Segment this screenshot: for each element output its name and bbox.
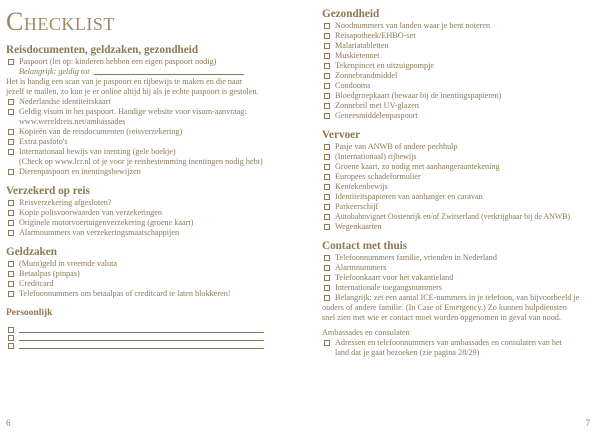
checkbox[interactable] <box>324 93 330 99</box>
checklist-item: Telefoonnummers familie, vrienden in Nederland <box>322 253 592 263</box>
paragraph-line: Het is handig een scan van je paspoort en rijbewijs te maken en die naar <box>6 77 242 86</box>
checkbox[interactable] <box>324 214 330 220</box>
checkbox[interactable] <box>324 184 330 190</box>
checkbox[interactable] <box>324 144 330 150</box>
sub-heading: Ambassades en consulaten <box>322 328 410 337</box>
blank-checklist-item <box>6 341 290 349</box>
checklist-item: (Internationaal) rijbewijs <box>322 152 592 162</box>
checkbox[interactable] <box>324 53 330 59</box>
checkbox[interactable] <box>8 220 14 226</box>
checkbox[interactable] <box>8 343 14 349</box>
blank-line[interactable] <box>19 333 264 341</box>
blank-line[interactable] <box>19 325 264 333</box>
checkbox[interactable] <box>8 291 14 297</box>
checkbox[interactable] <box>324 275 330 281</box>
checklist-item: Telefoonnummers om betaalpas of creditcard te laten blokkeren! <box>6 289 290 299</box>
checklist-item: (Munt)geld in vreemde valuta <box>6 259 290 269</box>
checkbox[interactable] <box>8 210 14 216</box>
checkbox[interactable] <box>324 224 330 230</box>
section-heading-persoonlijk: Persoonlijk <box>6 308 53 318</box>
checkbox[interactable] <box>324 33 330 39</box>
checklist-item: Originele motorvoertuigenverzekering (groene kaart) <box>6 218 290 228</box>
checklist-item: Identiteitspapieren van aanhanger en caravan <box>322 192 592 202</box>
checklist-item: Alarmnummers <box>322 263 592 273</box>
page-number: 7 <box>585 418 590 428</box>
checklist-item: Zonnebril met UV-glazen <box>322 101 592 111</box>
checklist-item: Noodnummers van landen waar je bent noteren <box>322 21 592 31</box>
checkbox[interactable] <box>8 99 14 105</box>
checklist-item: Wegenkaarten <box>322 222 592 232</box>
checkbox[interactable] <box>8 129 14 135</box>
checkbox[interactable] <box>324 73 330 79</box>
checklist-item: Alarmnummers van verzekeringsmaatschappijen <box>6 228 290 238</box>
checklist-item: Muskietennet <box>322 51 592 61</box>
checklist-item: Autobahnvignet Oostenrijk en/of Zwitserland (verkrijgbaar bij de ANWB) <box>322 212 592 222</box>
checkbox[interactable] <box>324 103 330 109</box>
checkbox[interactable] <box>324 63 330 69</box>
checkbox[interactable] <box>324 43 330 49</box>
checkbox[interactable] <box>324 204 330 210</box>
checkbox[interactable] <box>8 261 14 267</box>
blank-checklist-item <box>6 325 290 333</box>
paragraph-line: ouders of andere familie. (In Case of Emergency.) Zo kunnen hulpdiensten <box>322 303 567 312</box>
checkbox[interactable] <box>8 149 14 155</box>
checkbox[interactable] <box>324 265 330 271</box>
paragraph-line: land dat je gaat bezoeken (zie pagina 28/29) <box>335 348 480 357</box>
section-heading-contact: Contact met thuis <box>322 240 408 252</box>
checklist-item: Kopieën van de reisdocumenten (reisverzekering) <box>6 127 290 137</box>
checklist-item: Pasje van ANWB of andere pechhulp <box>322 142 592 152</box>
checkbox[interactable] <box>324 285 330 291</box>
checklist-item: Europees schadeformulier <box>322 172 592 182</box>
checklist-item: Groene kaart, zo nodig met aanhangeraantekening <box>322 162 592 172</box>
checklist-item: Creditcard <box>6 279 290 289</box>
checklist-item: Extra pasfoto's <box>6 137 290 147</box>
checklist-item: Telefoonkaart voor het vakantieland <box>322 273 592 283</box>
section-heading-geldzaken: Geldzaken <box>6 246 57 258</box>
checkbox[interactable] <box>324 23 330 29</box>
page-number: 6 <box>6 418 11 428</box>
checklist-item: Internationale toegangsnummers <box>322 283 592 293</box>
checklist-item: Kopie polisvoorwaarden van verzekeringen <box>6 208 290 218</box>
page-title: Checklist <box>6 7 115 36</box>
checklist-item: Nederlandse identiteitskaart <box>6 97 290 107</box>
section-heading-reisdocumenten: Reisdocumenten, geldzaken, gezondheid <box>6 44 199 56</box>
checkbox[interactable] <box>324 83 330 89</box>
checkbox[interactable] <box>8 109 14 115</box>
section-heading-gezondheid: Gezondheid <box>322 8 380 20</box>
checkbox[interactable] <box>324 154 330 160</box>
checklist-item: Geldig visum in het paspoort. Handige website voor visum-aanvraag: <box>6 107 290 117</box>
section-heading-verzekerd: Verzekerd op reis <box>6 185 90 197</box>
checkbox[interactable] <box>324 164 330 170</box>
checkbox[interactable] <box>8 59 14 65</box>
blank-checklist-item <box>6 333 290 341</box>
paragraph-line: www.wereldreis.net/ambassades <box>19 117 126 126</box>
checklist-item: Adressen en telefoonnummers van ambassades en consulaten van het <box>322 338 592 348</box>
paragraph-line: snel zien met wie er contact moet worden opgenomen in geval van nood. <box>322 313 561 322</box>
checklist-item: Reisverzekering afgesloten? <box>6 198 290 208</box>
checklist-item: Zonnebrandmiddel <box>322 71 592 81</box>
checkbox[interactable] <box>324 174 330 180</box>
checklist-item: Dierenpaspoort en inentingsbewijzen <box>6 167 290 177</box>
checklist-item: Paspoort (let op: kinderen hebben een eigen paspoort nodig) <box>6 57 290 67</box>
checklist-item: Malariatabletten <box>322 41 592 51</box>
checklist-item: Bloedgroepkaart (bewaar bij de inentingspapieren) <box>322 91 592 101</box>
section-heading-vervoer: Vervoer <box>322 129 361 141</box>
checkbox[interactable] <box>8 271 14 277</box>
right-page <box>300 0 600 434</box>
checklist-item: Parkeerschijf <box>322 202 592 212</box>
item-note: Belangrijk: geldig tot <box>6 67 290 77</box>
checkbox[interactable] <box>324 340 330 346</box>
checklist-item: Internationaal bewijs van inenting (gele boekje) <box>6 147 290 157</box>
checkbox[interactable] <box>8 230 14 236</box>
checkbox[interactable] <box>8 169 14 175</box>
checklist-item: Belangrijk: zet een aantal ICE-nummers in je telefoon, van bijvoorbeeld je <box>322 293 592 303</box>
checklist-item: Geneesmiddelenpaspoort <box>322 111 592 121</box>
checkbox[interactable] <box>324 194 330 200</box>
checkbox[interactable] <box>8 327 14 333</box>
checkbox[interactable] <box>324 255 330 261</box>
blank-line <box>94 67 244 75</box>
checkbox[interactable] <box>324 295 330 301</box>
checklist-item: Betaalpas (pinpas) <box>6 269 290 279</box>
checkbox[interactable] <box>8 281 14 287</box>
paragraph-line: (Check op www.lcr.nl of je voor je reisbestemming inentingen nodig hebt) <box>19 157 263 166</box>
checklist-item: Kentekenbewijs <box>322 182 592 192</box>
checklist-item: Reisapotheek/EHBO-set <box>322 31 592 41</box>
checkbox[interactable] <box>8 335 14 341</box>
paragraph-line: jezelf te mailen, zo kun je er online altijd bij als je echte paspoort is gestolen. <box>6 87 259 96</box>
checkbox[interactable] <box>324 113 330 119</box>
checklist-item: Tekenpincet en uitzuigpompje <box>322 61 592 71</box>
checkbox[interactable] <box>8 139 14 145</box>
checklist-item: Condooms <box>322 81 592 91</box>
blank-line[interactable] <box>19 341 264 349</box>
checkbox[interactable] <box>8 200 14 206</box>
